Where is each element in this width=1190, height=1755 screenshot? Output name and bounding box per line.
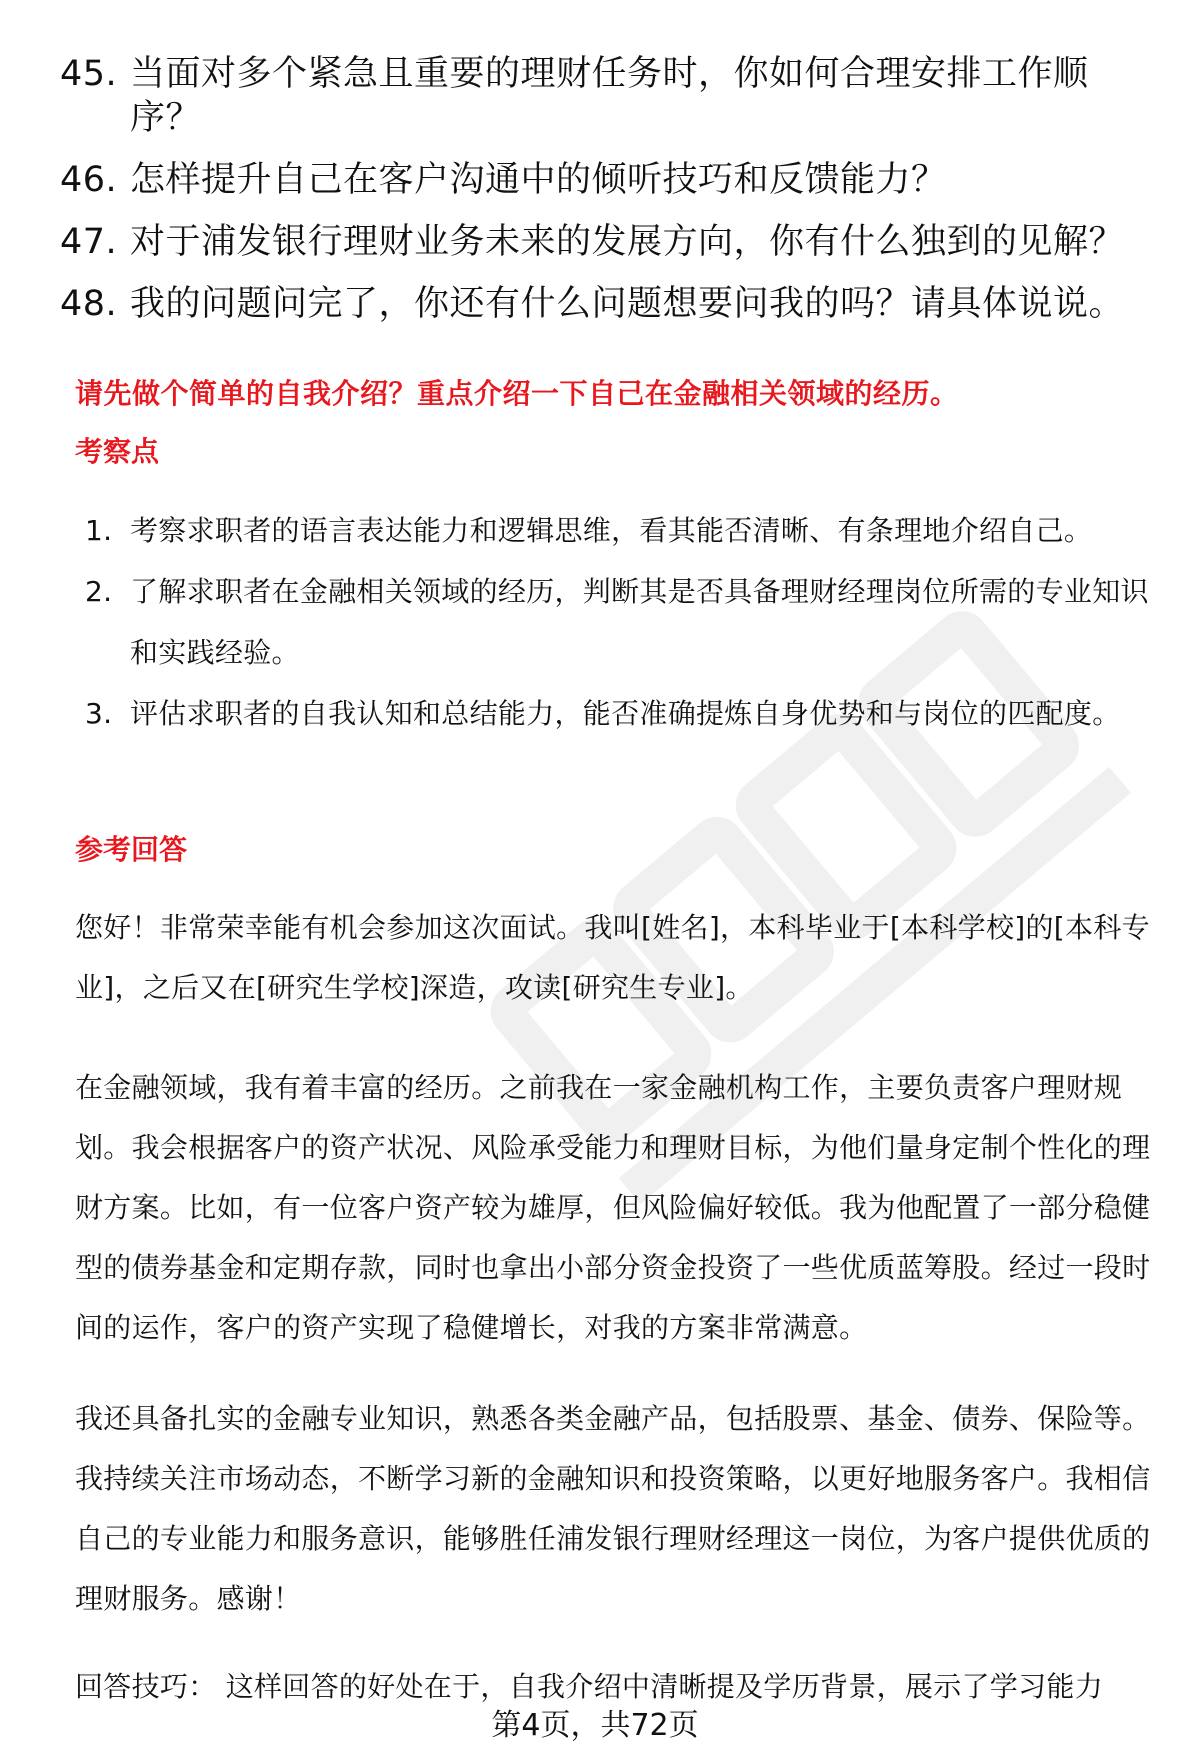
list-item [85,500,1155,561]
question-text: 当面对多个紧急且重要的理财任务时，你如何合理安排工作顺序？ [130,54,1089,138]
list-item [60,282,1140,326]
answer-paragraph: 您好！非常荣幸能有机会参加这次面试。我叫[姓名]，本科毕业于[本科学校]的[本科专业]，之后又在[研究生学校]深造，攻读[研究生专业]。 [75,911,1150,1004]
list-item [85,683,1155,744]
point-text: 了解求职者在金融相关领域的经历，判断其是否具备理财经理岗位所需的专业知识和实践经验。 [130,575,1149,669]
list-item [85,561,1155,683]
point-text: 考察求职者的语言表达能力和逻辑思维，看其能否清晰、有条理地介绍自己。 [130,514,1093,547]
point-number: 2. [85,575,113,608]
list-item [60,158,1140,202]
list-item [60,220,1140,264]
question-text: 我的问题问完了，你还有什么问题想要问我的吗？请具体说说。 [130,284,1125,324]
question-number: 46. [60,160,118,200]
section-label-kaocha: 考察点 [75,435,160,468]
question-list [60,52,1140,344]
assessment-points [85,500,1155,744]
question-text: 对于浦发银行理财业务未来的发展方向，你有什么独到的见解？ [130,222,1125,262]
question-number: 47. [60,222,118,262]
question-number: 48. [60,284,118,324]
list-item [60,52,1140,140]
point-text: 评估求职者的自我认知和总结能力，能否准确提炼自身优势和与岗位的匹配度。 [130,697,1121,730]
answer-paragraph: 在金融领域，我有着丰富的经历。之前我在一家金融机构工作，主要负责客户理财规划。我会根据客户的资产状况、风险承受能力和理财目标，为他们量身定制个性化的理财方案。比如，有一位客户资产较为雄厚，但风险偏好较低。我为他配置了一部分稳健型的债券基金和定期存款，同时也拿出小部分资金投资了一些优质蓝筹股。经过一段时间的运作，客户的资产实现了稳健增长，对我的方案非常满意。 [75,1071,1151,1344]
question-text: 怎样提升自己在客户沟通中的倾听技巧和反馈能力？ [130,160,947,200]
point-number: 1. [85,514,113,547]
point-number: 3. [85,697,113,730]
section-label-answer: 参考回答 [75,833,188,866]
question-heading: 请先做个简单的自我介绍？重点介绍一下自己在金融相关领域的经历。 [75,377,959,410]
answer-tip-paragraph: 回答技巧： 这样回答的好处在于，自我介绍中清晰提及学历背景，展示了学习能力 [75,1670,1104,1703]
question-number: 45. [60,54,118,94]
page-number-footer: 第4页，共72页 [491,1708,699,1743]
answer-paragraph: 我还具备扎实的金融专业知识，熟悉各类金融产品，包括股票、基金、债券、保险等。我持续关注市场动态，不断学习新的金融知识和投资策略，以更好地服务客户。我相信自己的专业能力和服务意识，能够胜任浦发银行理财经理这一岗位，为客户提供优质的理财服务。感谢！ [75,1402,1151,1615]
